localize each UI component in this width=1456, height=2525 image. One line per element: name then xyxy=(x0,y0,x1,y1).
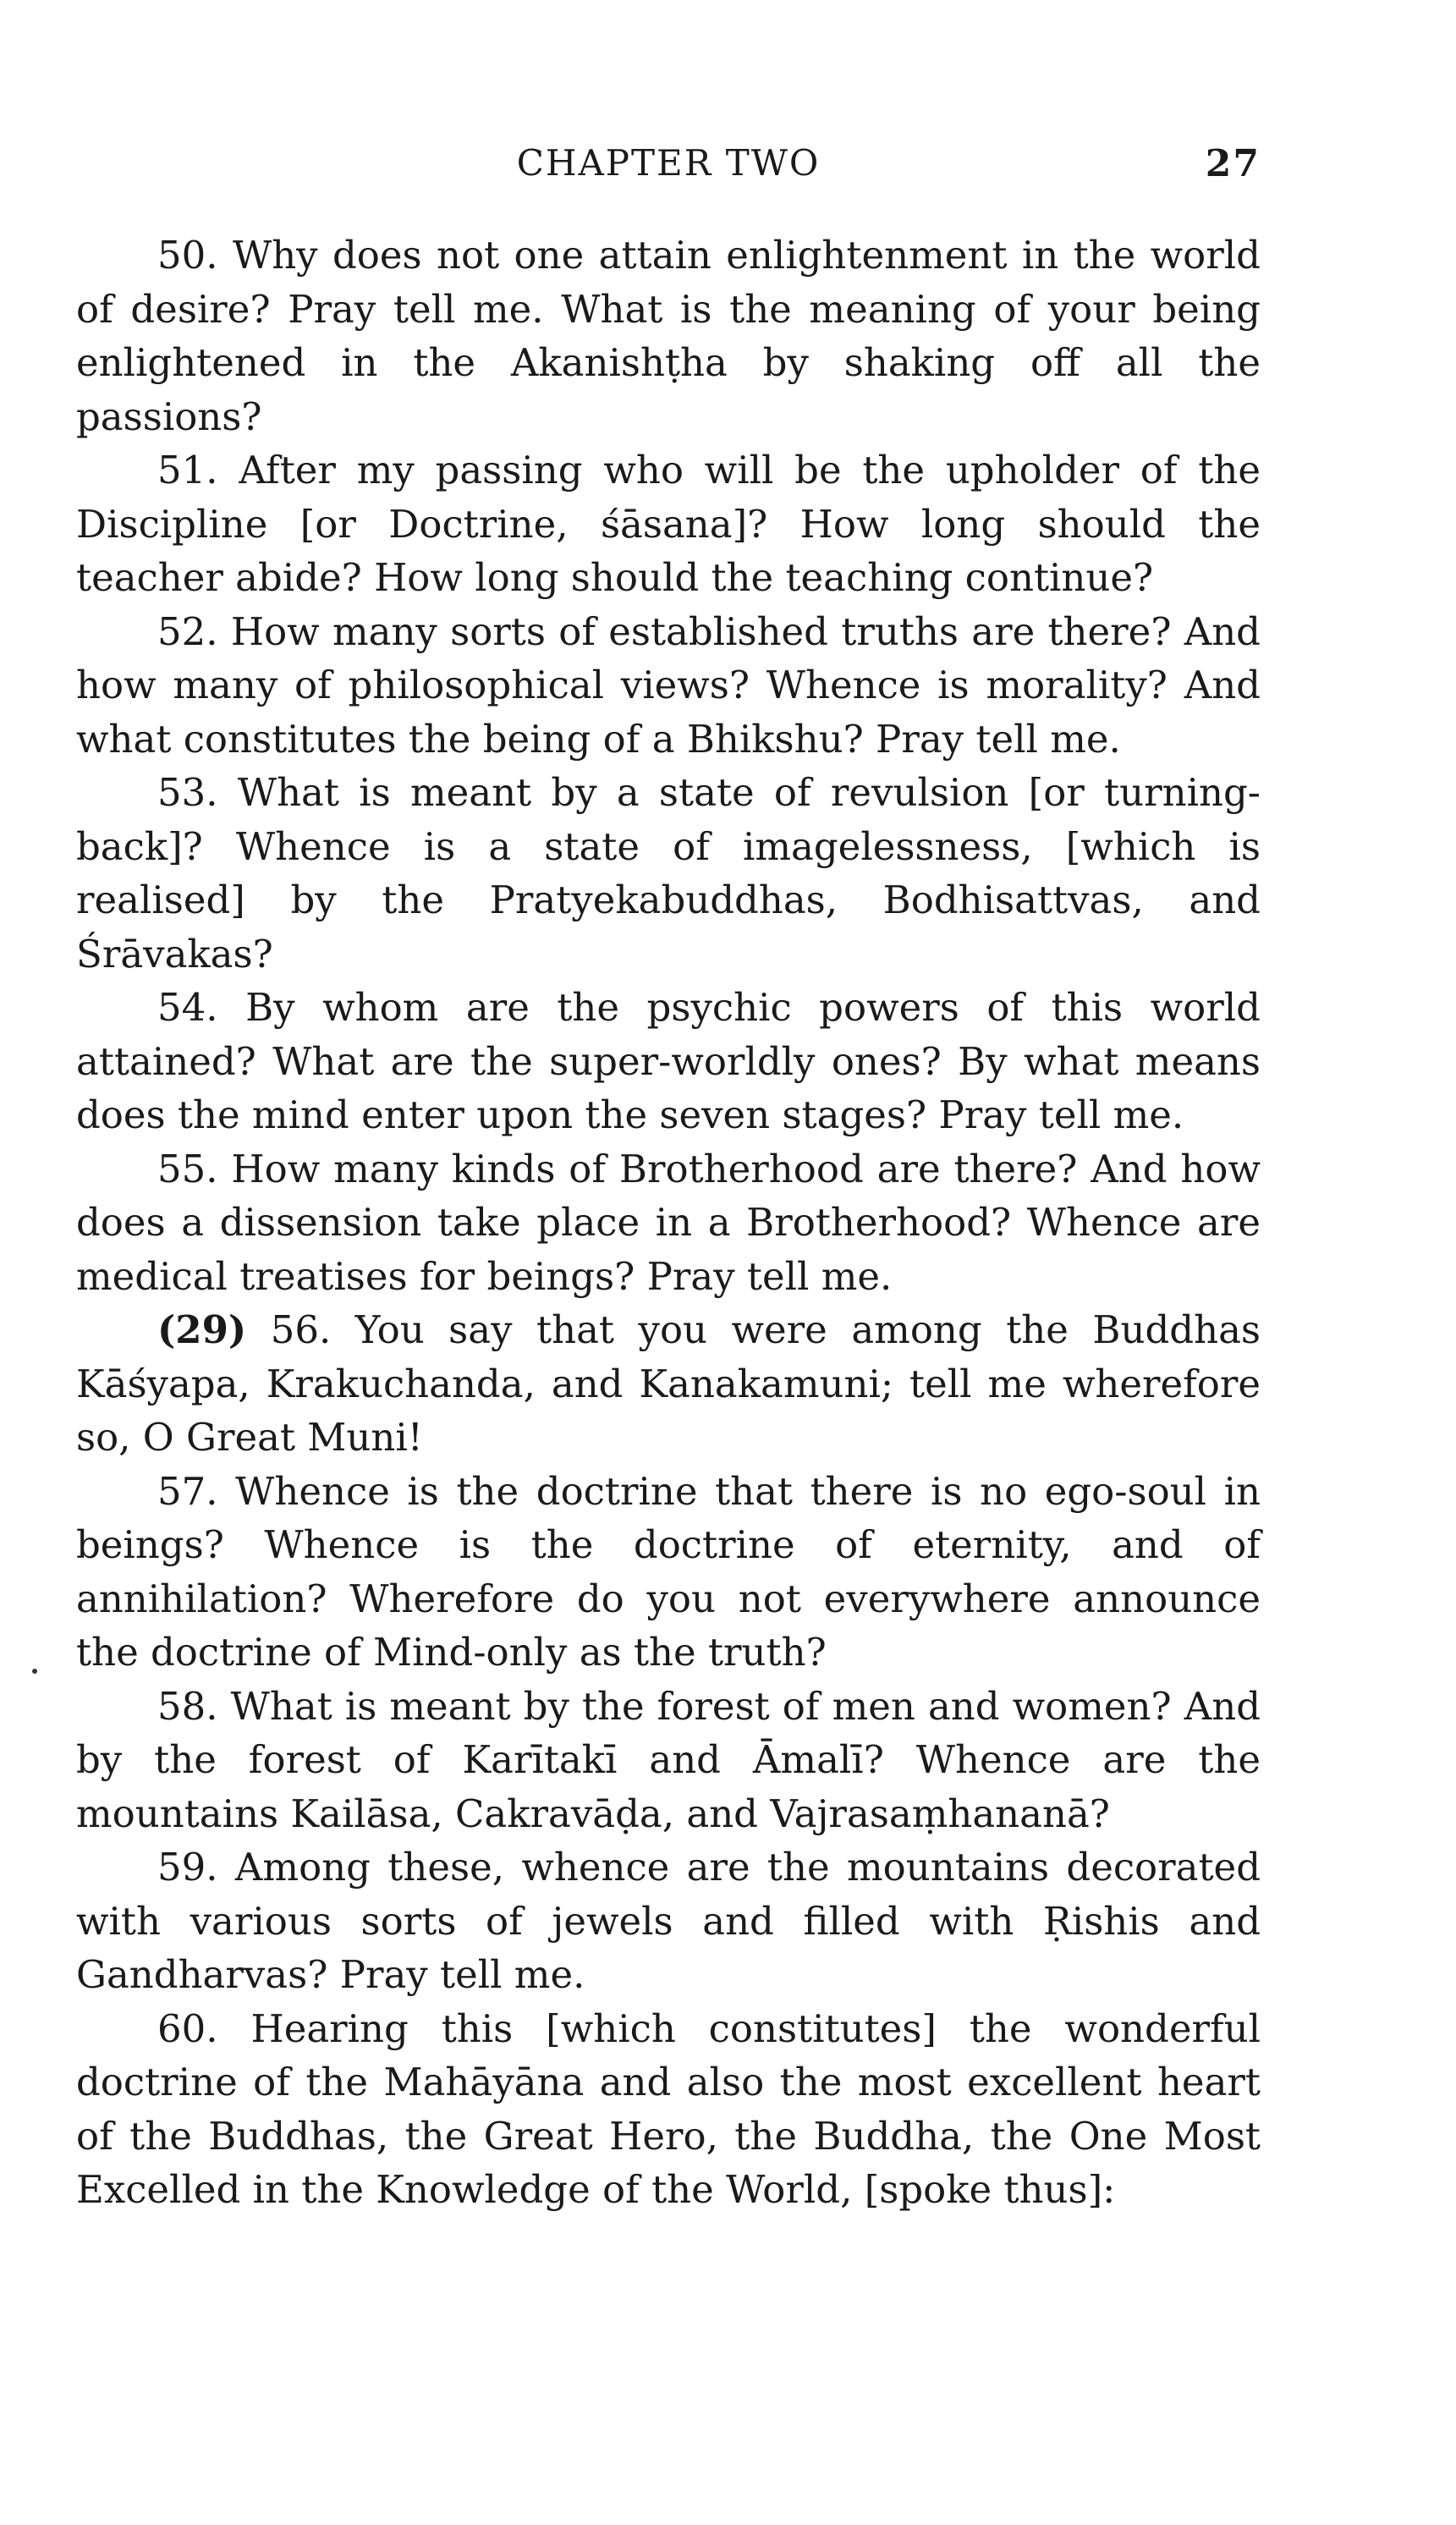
paragraph-50 xyxy=(76,228,1261,443)
original-page-reference: (29) xyxy=(157,1307,247,1352)
paragraph-59 xyxy=(76,1840,1261,2002)
ink-speck xyxy=(32,1669,37,1674)
paragraph-58 xyxy=(76,1680,1261,1841)
book-page xyxy=(76,127,1261,2217)
paragraph-text: 52. How many sorts of established truths are there? And how many of philosophical views? Whence is morality? And what constitutes the being of a Bhikshu? Pray tell me. xyxy=(76,608,1261,762)
page-header xyxy=(76,127,1261,186)
paragraph-51 xyxy=(76,443,1261,605)
paragraph-text: 60. Hearing this [which constitutes] the wonderful doctrine of the Mahāyāna and also the most excellent heart of the Buddhas, the Great Hero, the Buddha, the One Most Excelled in the Knowledge of the World, [spoke thus]: xyxy=(76,2005,1261,2212)
page-number: 27 xyxy=(1205,142,1261,185)
paragraph-55 xyxy=(76,1142,1261,1304)
paragraph-text: 54. By whom are the psychic powers of this world attained? What are the super-worldly ones? By what means does the mind enter upon the seven stages? Pray tell me. xyxy=(76,985,1261,1137)
paragraph-60 xyxy=(76,2002,1261,2217)
paragraph-text: 50. Why does not one attain enlightenment in the world of desire? Pray tell me. What is the meaning of your being enlightened in the Akanishṭha by shaking off all the passions? xyxy=(76,233,1261,439)
paragraph-text: 59. Among these, whence are the mountains decorated with various sorts of jewels and filled with Ṛishis and Gandharvas? Pray tell me. xyxy=(76,1845,1261,1997)
paragraph-text: 55. How many kinds of Brotherhood are there? And how does a dissension take place in a Brotherhood? Whence are medical treatises for beings? Pray tell me. xyxy=(76,1146,1261,1299)
paragraph-53 xyxy=(76,766,1261,981)
paragraph-54 xyxy=(76,981,1261,1142)
paragraph-52 xyxy=(76,605,1261,767)
running-title: CHAPTER TWO xyxy=(516,142,821,184)
body-text xyxy=(76,228,1261,2217)
paragraph-text: 53. What is meant by a state of revulsion [or turning-back]? Whence is a state of imagelessness, [which is realised] by the Pratyekabuddhas, Bodhisattvas, and Śrāvakas? xyxy=(76,770,1261,976)
paragraph-text: 57. Whence is the doctrine that there is no ego-soul in beings? Whence is the doctrine of eternity, and of annihilation? Wherefore do you not everywhere announce the doctrine of Mind-only as the truth? xyxy=(76,1468,1261,1675)
paragraph-56 xyxy=(76,1303,1261,1465)
paragraph-text: 51. After my passing who will be the upholder of the Discipline [or Doctrine, śāsana]? How long should the teacher abide? How long should the teaching continue? xyxy=(76,448,1261,600)
paragraph-57 xyxy=(76,1465,1261,1680)
paragraph-text: 56. You say that you were among the Buddhas Kāśyapa, Krakuchanda, and Kanakamuni; tell me wherefore so, O Great Muni! xyxy=(76,1307,1261,1460)
paragraph-text: 58. What is meant by the forest of men and women? And by the forest of Karītakī and Āmalī? Whence are the mountains Kailāsa, Cakravāḍa, and Vajrasaṃhananā? xyxy=(76,1683,1261,1836)
